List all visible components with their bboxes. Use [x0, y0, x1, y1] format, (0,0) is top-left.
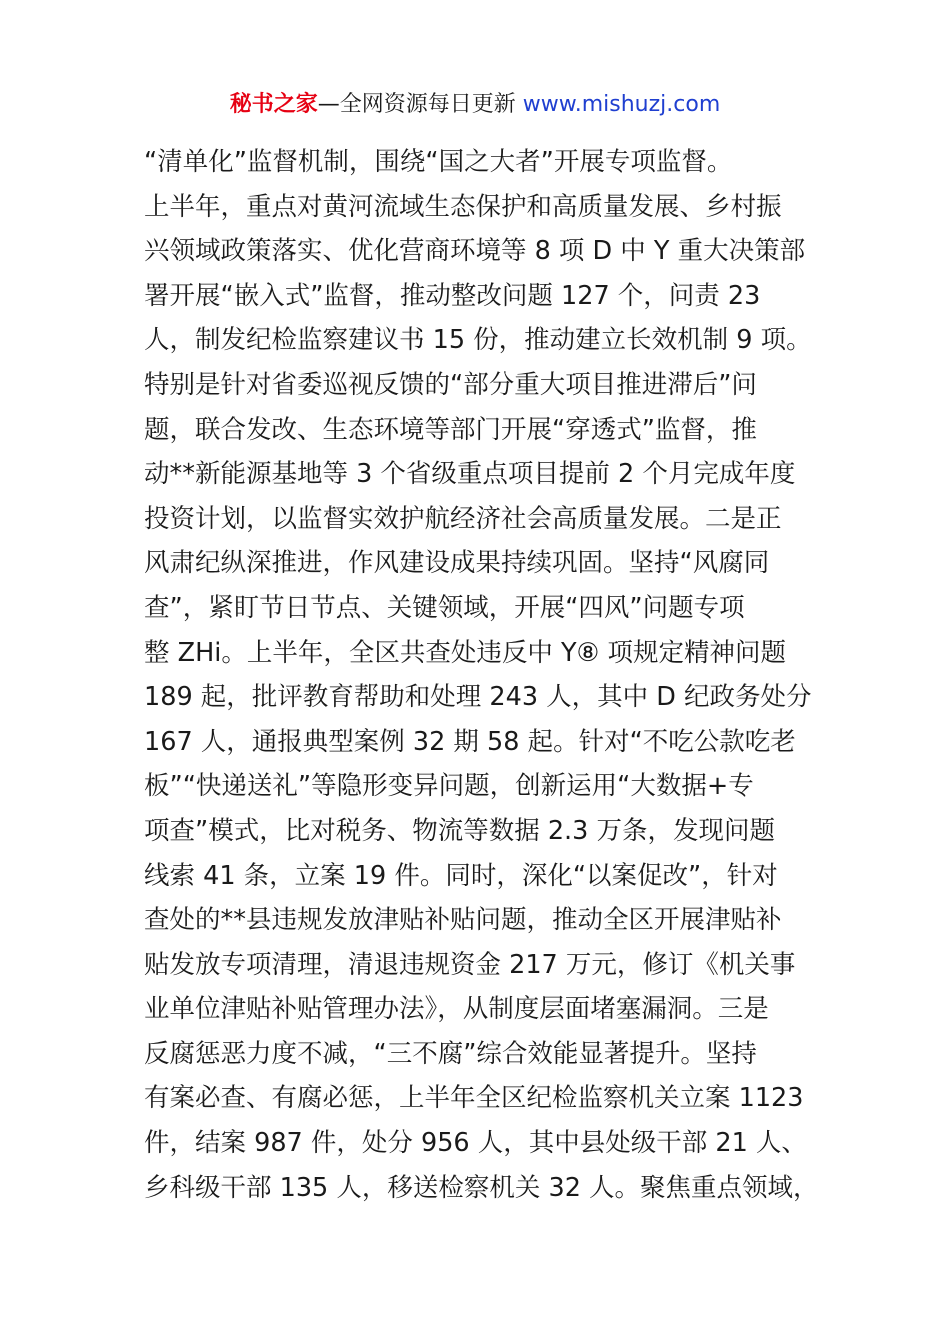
- body-line: 业单位津贴补贴管理办法》，从制度层面堵塞漏洞。三是: [144, 994, 769, 1025]
- body-line: 板”“快递送礼”等隐形变异问题，创新运用“大数据+专: [144, 771, 754, 802]
- body-line: 题，联合发改、生态环境等部门开展“穿透式”监督，推: [144, 414, 757, 445]
- body-line: 特别是针对省委巡视反馈的“部分重大项目推进滞后”问: [144, 369, 757, 400]
- brand-name: 秘书之家: [229, 92, 318, 117]
- body-line: 整 ZHi。上半年，全区共查处违反中 Y⑧ 项规定精神问题: [144, 637, 786, 668]
- body-line: 兴领域政策落实、优化营商环境等 8 项 D 中 Y 重大决策部: [144, 236, 806, 267]
- body-line: 贴发放专项清理，清退违规资金 217 万元，修订《机关事: [144, 949, 796, 980]
- body-line: 线索 41 条，立案 19 件。同时，深化“以案促改”，针对: [144, 860, 778, 891]
- body-line: 167 人，通报典型案例 32 期 58 起。针对“不吃公款吃老: [144, 726, 796, 757]
- body-line: 风肃纪纵深推进，作风建设成果持续巩固。坚持“风腐同: [144, 548, 770, 579]
- body-line: 署开展“嵌入式”监督，推动整改问题 127 个，问责 23: [144, 280, 761, 311]
- body-line: 动**新能源基地等 3 个省级重点项目提前 2 个月完成年度: [144, 459, 796, 490]
- body-line: “清单化”监督机制，围绕“国之大者”开展专项监督。: [144, 147, 733, 177]
- body-line: 投资计划，以监督实效护航经济社会高质量发展。二是正: [144, 503, 782, 534]
- body-line: 乡科级干部 135 人，移送检察机关 32 人。聚焦重点领域，: [144, 1172, 819, 1203]
- body-line: 反腐惩恶力度不减，“三不腐”综合效能显著提升。坚持: [144, 1038, 757, 1069]
- body-line: 上半年，重点对黄河流域生态保护和高质量发展、乡村振: [144, 191, 782, 222]
- body-line: 有案必查、有腐必惩，上半年全区纪检监察机关立案 1123: [144, 1083, 804, 1114]
- body-line: 查”，紧盯节日节点、关键领域，开展“四风”问题专项: [144, 592, 745, 623]
- body-line: 项查”模式，比对税务、物流等数据 2.3 万条，发现问题: [144, 815, 775, 846]
- header-tagline: 全网资源每日更新: [339, 92, 523, 117]
- body-line: 查处的**县违规发放津贴补贴问题，推动全区开展津贴补: [144, 905, 782, 936]
- document-body: [144, 140, 834, 1210]
- header-dash: —: [317, 92, 340, 117]
- site-url-link[interactable]: www.mishuzj.com: [522, 92, 721, 117]
- body-line: 189 起，批评教育帮助和处理 243 人，其中 D 纪政务处分: [144, 682, 812, 713]
- body-line: 人，制发纪检监察建议书 15 份，推动建立长效机制 9 项。: [144, 325, 812, 356]
- body-line: 件，结案 987 件，处分 956 人，其中县处级干部 21 人、: [144, 1128, 807, 1159]
- site-header: [0, 88, 950, 122]
